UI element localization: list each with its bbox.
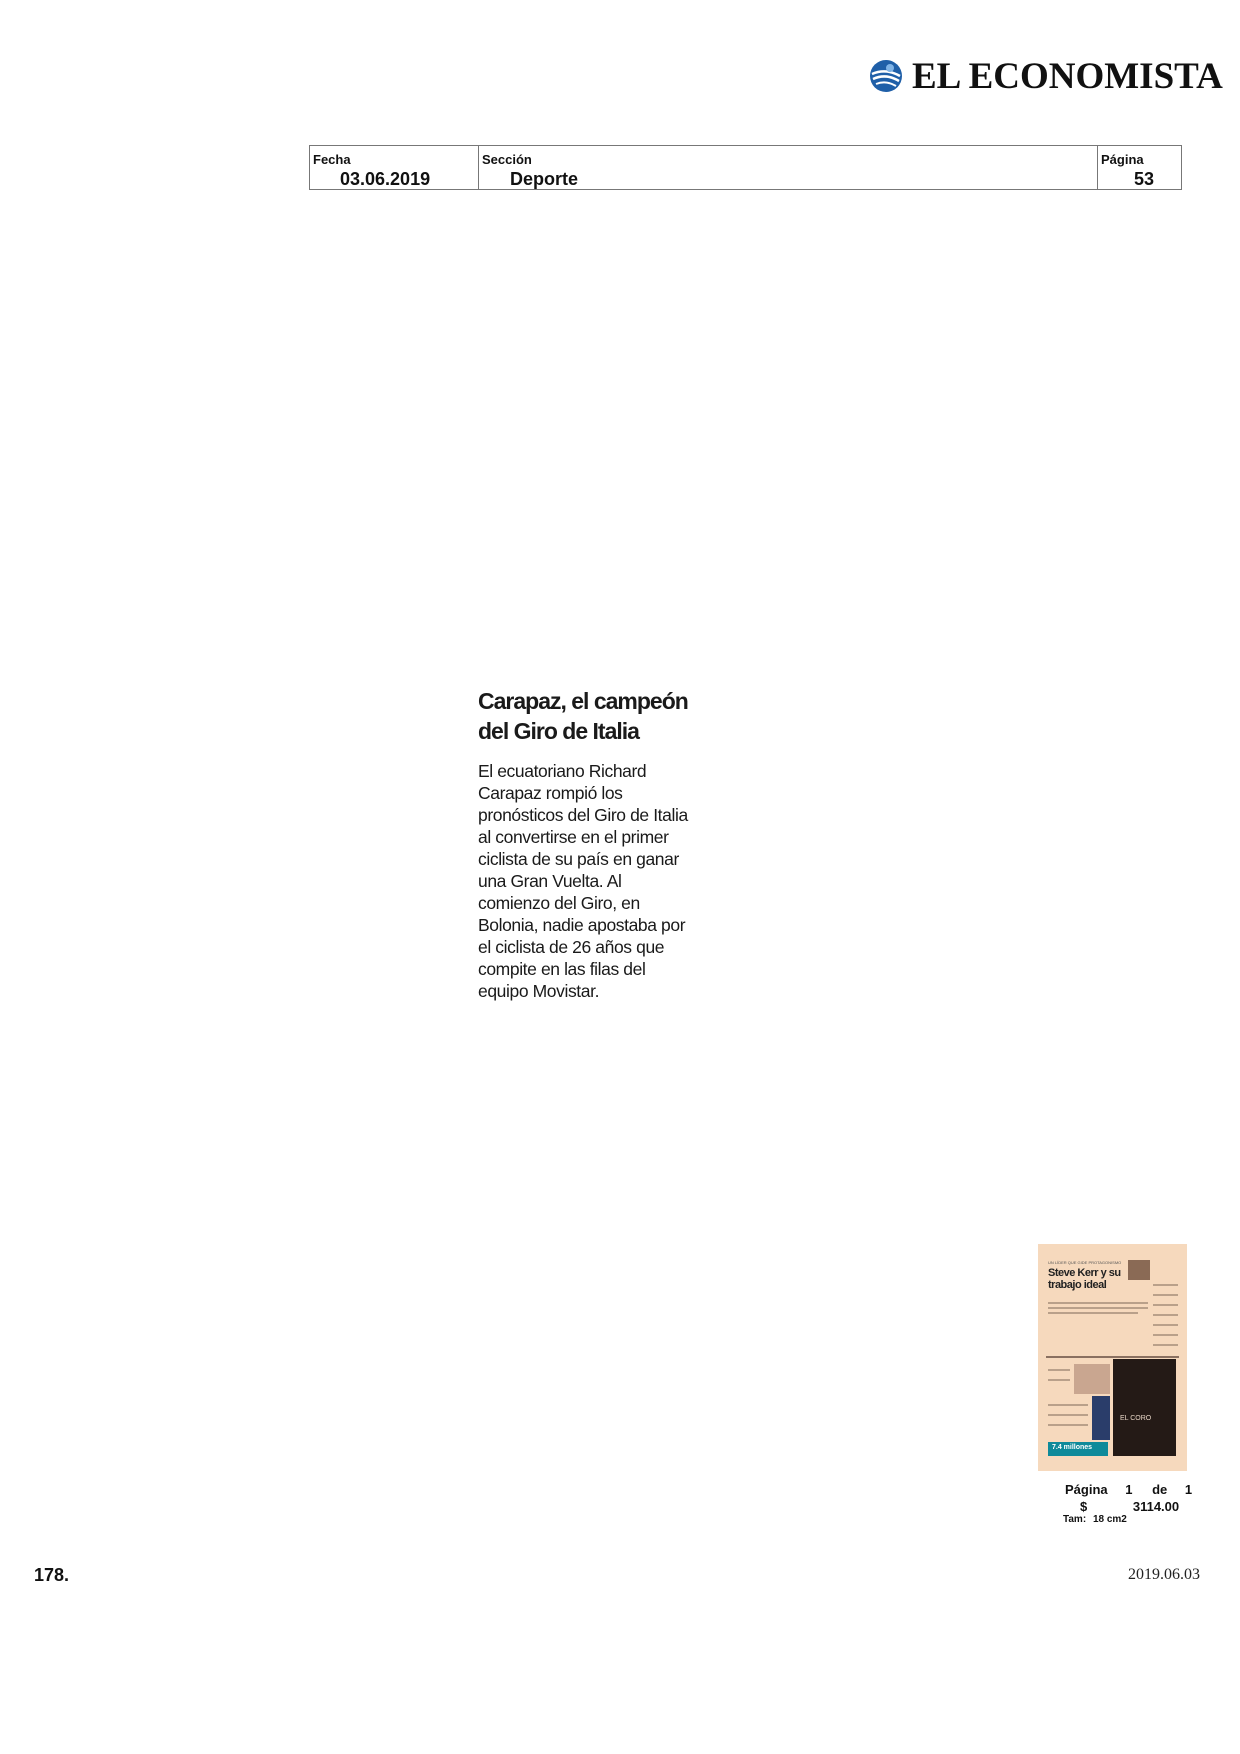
seccion-cell <box>479 146 1098 189</box>
thumbnail-text-line <box>1153 1324 1178 1326</box>
thumbnail-ad-box <box>1092 1396 1110 1440</box>
thumbnail-headline: Steve Kerr y su trabajo ideal <box>1048 1267 1121 1291</box>
thumbnail-text-line <box>1048 1414 1088 1416</box>
pagina-value: 53 <box>1134 169 1155 189</box>
thumbnail-kicker: UN LÍDER QUE GIDE PROTAGONISMO <box>1048 1260 1122 1265</box>
seccion-label: Sección <box>482 152 532 167</box>
thumbnail-text-line <box>1048 1404 1088 1406</box>
currency-symbol: $ <box>1080 1499 1088 1514</box>
globe-swirl-icon <box>868 58 904 94</box>
thumbnail-text-line <box>1153 1334 1178 1336</box>
size-value: 18 cm2 <box>1092 1514 1127 1525</box>
thumbnail-text-line <box>1048 1379 1070 1381</box>
thumbnail-dark-panel <box>1113 1359 1176 1456</box>
pagina-cell <box>1098 146 1181 189</box>
thumbnail-text-line <box>1048 1369 1070 1371</box>
article <box>478 686 693 1002</box>
thumbnail-text-line <box>1048 1307 1148 1309</box>
size-label: Tam: <box>1063 1514 1087 1525</box>
fecha-cell <box>310 146 479 189</box>
page-info-page: 1 <box>1125 1482 1133 1497</box>
page-thumbnail[interactable] <box>1038 1244 1187 1471</box>
info-table <box>309 145 1182 190</box>
price-row <box>1080 1499 1179 1514</box>
article-body: El ecuatoriano Richard Carapaz rompió los pronósticos del Giro de Italia al convertirse en el primer ciclista de su país en ganar una Gran Vuelta. Al comienzo del Giro, en Bolonia, nadie apostaba por el ciclista de 26 años que compite en las filas del equipo Movistar. <box>478 761 688 1001</box>
thumbnail-divider <box>1046 1356 1179 1358</box>
thumbnail-text-line <box>1153 1284 1178 1286</box>
thumbnail-text-line <box>1153 1304 1178 1306</box>
thumbnail-text-line <box>1153 1294 1178 1296</box>
thumbnail-text-line <box>1048 1312 1138 1314</box>
page-info-de: de <box>1152 1482 1168 1497</box>
thumbnail-text-line <box>1048 1424 1088 1426</box>
page-count-row <box>1065 1482 1192 1497</box>
article-headline: Carapaz, el campeón del Giro de Italia <box>478 688 688 744</box>
thumbnail-text-line <box>1153 1344 1178 1346</box>
page-info-label: Página <box>1065 1482 1108 1497</box>
masthead-brand: EL ECONOMISTA <box>912 55 1223 97</box>
thumbnail-photo <box>1128 1260 1150 1280</box>
fecha-value: 03.06.2019 <box>340 169 431 189</box>
seccion-value: Deporte <box>510 169 579 189</box>
page-number: 178. <box>34 1565 70 1585</box>
pagina-label: Página <box>1101 152 1144 167</box>
thumbnail-text-line <box>1048 1302 1148 1304</box>
thumbnail-text-line <box>1153 1314 1178 1316</box>
size-row <box>1063 1514 1127 1525</box>
page-info-total: 1 <box>1184 1482 1193 1497</box>
price-amount: 3114.00 <box>1132 1499 1180 1514</box>
masthead <box>868 56 1228 96</box>
thumbnail-photo <box>1074 1364 1110 1394</box>
fecha-label: Fecha <box>313 152 351 167</box>
footer-date: 2019.06.03 <box>1128 1566 1200 1583</box>
thumbnail-dark-title: EL CORO <box>1120 1415 1152 1422</box>
thumbnail-band-text: 7.4 millones <box>1052 1444 1093 1451</box>
